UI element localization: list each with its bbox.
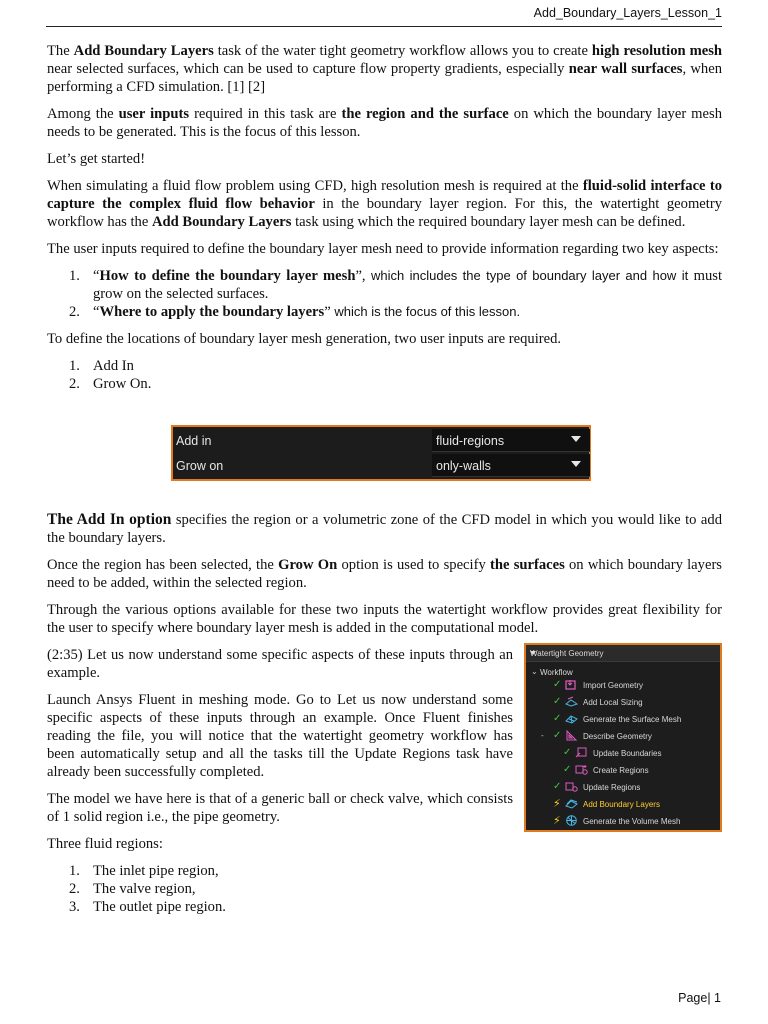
fluid-regions-paragraph: Three fluid regions:: [47, 836, 163, 852]
check-icon: ✓: [563, 747, 572, 758]
check-icon: ✓: [563, 764, 572, 775]
watertight-geometry-tree: [524, 643, 722, 832]
example-paragraph: (2:35) Let us now understand some specific aspects of these inputs through an example.: [47, 647, 513, 681]
tree-item-generate-volume-mesh[interactable]: ⚡ Generate the Volume Mesh: [553, 815, 681, 827]
user-inputs-paragraph: Among the user inputs required in this task are the region and the surface on which the boundary layer mesh needs to be generated. This is the focus of this lesson.: [47, 106, 722, 140]
check-icon: ✓: [553, 713, 562, 724]
describe-geometry-icon: [565, 730, 578, 741]
header-rule: [46, 26, 722, 27]
add-in-row: [173, 429, 589, 453]
add-in-label: Add in: [176, 434, 212, 448]
add-in-select[interactable]: [432, 429, 590, 452]
list-item: 2. The valve region,: [69, 881, 196, 897]
aspects-list: [47, 267, 722, 321]
document-header-title: Add_Boundary_Layers_Lesson_1: [533, 6, 722, 20]
key-aspects-paragraph: The user inputs required to define the boundary layer mesh need to provide information regarding two key aspects:: [47, 241, 719, 257]
locations-paragraph: To define the locations of boundary layer mesh generation, two user inputs are required.: [47, 331, 562, 347]
tree-item-import-geometry[interactable]: ✓ Import Geometry: [553, 679, 644, 690]
tree-item-add-local-sizing[interactable]: ✓ Add Local Sizing: [553, 696, 643, 707]
grow-on-value: only-walls: [436, 459, 491, 473]
list-item: 3. The outlet pipe region.: [69, 899, 226, 915]
tree-item-update-regions[interactable]: ✓ Update Regions: [553, 781, 641, 792]
import-geometry-icon: [565, 679, 578, 690]
local-sizing-icon: [565, 696, 578, 707]
list-item: 1. The inlet pipe region,: [69, 863, 219, 879]
inputs-list: [47, 357, 722, 393]
tree-item-create-regions[interactable]: ✓ Create Regions: [563, 764, 649, 775]
volume-mesh-icon: [565, 815, 578, 826]
document-body: [47, 42, 722, 402]
tree-item-update-boundaries[interactable]: ✓ Update Boundaries: [563, 747, 662, 758]
boundary-layers-icon: [565, 798, 578, 809]
check-icon: ✓: [553, 730, 562, 741]
flexibility-paragraph: Through the various options available for these two inputs the watertight workflow provides great flexibility for the user to specify where boundary layer mesh is added in the computational model.: [47, 602, 722, 636]
tree-item-add-boundary-layers[interactable]: ⚡ Add Boundary Layers: [553, 798, 660, 810]
list-item: 2. “Where to apply the boundary layers” which is the focus of this lesson.: [69, 304, 521, 320]
add-in-paragraph: The Add In option specifies the region or a volumetric zone of the CFD model in which you would like to add the boundary layers.: [47, 511, 722, 546]
list-item: 2. Grow On.: [69, 376, 152, 392]
grow-on-row: [173, 454, 589, 478]
collapse-icon[interactable]: ⌄: [531, 667, 538, 676]
chevron-down-icon: [571, 461, 581, 467]
page-number: Page| 1: [678, 991, 721, 1005]
grow-on-paragraph: Once the region has been selected, the Grow On option is used to specify the surfaces on which boundary layers need to be added, within the selected region.: [47, 557, 722, 591]
grow-on-select[interactable]: [432, 454, 590, 477]
add-in-value: fluid-regions: [436, 434, 505, 448]
update-boundaries-icon: [575, 747, 588, 758]
lightning-icon: ⚡: [553, 798, 561, 810]
chevron-down-icon[interactable]: [530, 651, 536, 655]
launch-paragraph: Launch Ansys Fluent in meshing mode. Go to Let us now understand some specific aspects of these inputs through an example. Once Fluent finishes reading the file, you will notice that the watertight geometry workflow has been automatically setup and all the tasks till the Update Regions task have already been successfully completed.: [47, 692, 513, 780]
chevron-down-icon: [571, 436, 581, 442]
update-regions-icon: [565, 781, 578, 792]
grow-on-label: Grow on: [176, 459, 224, 473]
model-paragraph: The model we have here is that of a generic ball or check valve, which consists of 1 solid region i.e., the pipe geometry.: [47, 791, 513, 825]
get-started-paragraph: Let’s get started!: [47, 151, 146, 167]
create-regions-icon: [575, 764, 588, 775]
cfd-paragraph: When simulating a fluid flow problem using CFD, high resolution mesh is required at the fluid-solid interface to capture the complex fluid flow behavior in the boundary layer region. For this, the watertight geometry workflow has the Add Boundary Layers task using which the required boundary layer mesh can be defined.: [47, 178, 722, 230]
check-icon: ✓: [553, 781, 562, 792]
tree-item-generate-surface-mesh[interactable]: ✓ Generate the Surface Mesh: [553, 713, 682, 724]
lightning-icon: ⚡: [553, 815, 561, 827]
check-icon: ✓: [553, 696, 562, 707]
check-icon: ✓: [553, 679, 562, 690]
tree-title-bar[interactable]: [526, 645, 720, 662]
list-item: 1. “How to define the boundary layer mesh”, which includes the type of boundary layer and how it must grow on the selected surfaces.: [69, 268, 722, 302]
list-item: 1. Add In: [69, 358, 134, 374]
tree-item-describe-geometry[interactable]: - ✓ Describe Geometry: [541, 730, 652, 741]
narrow-column: [47, 646, 513, 826]
add-in-grow-on-panel: [171, 425, 591, 481]
collapse-icon[interactable]: -: [541, 731, 544, 740]
surface-mesh-icon: [565, 713, 578, 724]
tree-title: Watertight Geometry: [530, 649, 604, 658]
regions-list: [47, 862, 722, 916]
tree-item-workflow[interactable]: ⌄ Workflow: [531, 667, 573, 677]
intro-paragraph: The Add Boundary Layers task of the water tight geometry workflow allows you to create high resolution mesh near selected surfaces, which can be used to capture flow property gradients, especially near wall surfaces, when performing a CFD simulation. [1] [2]: [47, 43, 723, 95]
